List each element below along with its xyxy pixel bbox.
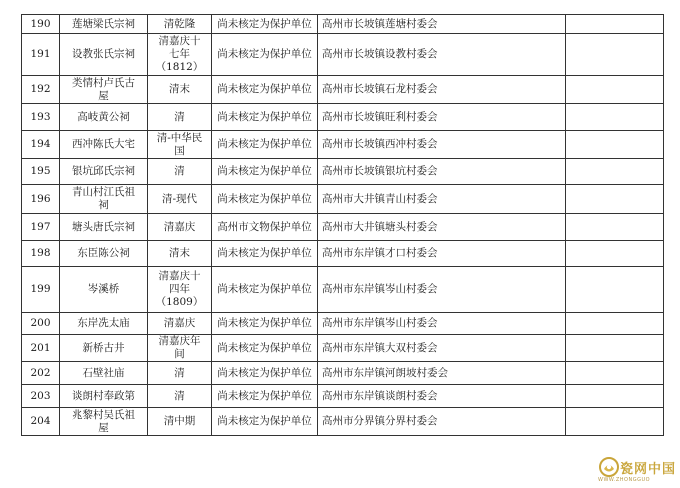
remarks-cell [566,159,664,185]
remarks-cell [566,185,664,214]
watermark [596,452,680,488]
row-number-cell: 203 [22,385,60,408]
site-name-cell: 类情村卢氏古 屋 [60,76,148,104]
row-number-cell: 193 [22,104,60,131]
site-name-cell: 西冲陈氏大宅 [60,131,148,159]
site-name-cell: 新桥古井 [60,335,148,362]
site-era-cell: 清 [148,104,212,131]
remarks-cell [566,34,664,76]
heritage-sites-table [21,14,664,436]
site-name-cell: 谈朗村奉政第 [60,385,148,408]
table-row [22,34,664,76]
site-name-cell: 岑溪桥 [60,267,148,313]
site-name-cell: 石壁社庙 [60,362,148,385]
owner-unit-cell: 高州市长坡镇旺利村委会 [318,104,566,131]
remarks-cell [566,15,664,34]
row-number-cell: 201 [22,335,60,362]
remarks-cell [566,385,664,408]
site-era-cell: 清末 [148,241,212,267]
remarks-cell [566,76,664,104]
owner-unit-cell: 高州市东岸镇河朗坡村委会 [318,362,566,385]
row-number-cell: 198 [22,241,60,267]
remarks-cell [566,267,664,313]
table-row [22,313,664,335]
table-row [22,241,664,267]
site-era-cell: 清嘉庆年 间 [148,335,212,362]
row-number-cell: 196 [22,185,60,214]
table-row [22,408,664,436]
remarks-cell [566,104,664,131]
row-number-cell: 194 [22,131,60,159]
protection-level-cell: 尚未核定为保护单位 [212,313,318,335]
owner-unit-cell: 高州市长坡镇莲塘村委会 [318,15,566,34]
protection-level-cell: 尚未核定为保护单位 [212,76,318,104]
row-number-cell: 192 [22,76,60,104]
table-row [22,185,664,214]
table-row [22,214,664,241]
owner-unit-cell: 高州市长坡镇石龙村委会 [318,76,566,104]
site-name-cell: 青山村江氏祖 祠 [60,185,148,214]
protection-level-cell: 尚未核定为保护单位 [212,15,318,34]
owner-unit-cell: 高州市长坡镇西冲村委会 [318,131,566,159]
owner-unit-cell: 高州市大井镇塘头村委会 [318,214,566,241]
site-name-cell: 银坑邱氏宗祠 [60,159,148,185]
watermark-logo-icon [598,456,620,478]
protection-level-cell: 高州市文物保护单位 [212,214,318,241]
owner-unit-cell: 高州市大井镇青山村委会 [318,185,566,214]
protection-level-cell: 尚未核定为保护单位 [212,241,318,267]
owner-unit-cell: 高州市长坡镇设教村委会 [318,34,566,76]
table-row [22,362,664,385]
site-era-cell: 清 [148,385,212,408]
table-row [22,385,664,408]
row-number-cell: 199 [22,267,60,313]
site-name-cell: 塘头唐氏宗祠 [60,214,148,241]
site-name-cell: 东臣陈公祠 [60,241,148,267]
site-era-cell: 清乾隆 [148,15,212,34]
owner-unit-cell: 高州市东岸镇岑山村委会 [318,267,566,313]
protection-level-cell: 尚未核定为保护单位 [212,104,318,131]
protection-level-cell: 尚未核定为保护单位 [212,131,318,159]
table-row [22,131,664,159]
site-name-cell: 高岐黄公祠 [60,104,148,131]
table-row [22,15,664,34]
remarks-cell [566,214,664,241]
protection-level-cell: 尚未核定为保护单位 [212,362,318,385]
row-number-cell: 200 [22,313,60,335]
protection-level-cell: 尚未核定为保护单位 [212,267,318,313]
owner-unit-cell: 高州市东岸镇谈朗村委会 [318,385,566,408]
owner-unit-cell: 高州市东岸镇大双村委会 [318,335,566,362]
table-row [22,76,664,104]
owner-unit-cell: 高州市东岸镇才口村委会 [318,241,566,267]
site-name-cell: 东岸冼太庙 [60,313,148,335]
site-era-cell: 清 [148,362,212,385]
protection-level-cell: 尚未核定为保护单位 [212,408,318,436]
remarks-cell [566,335,664,362]
table-row [22,104,664,131]
row-number-cell: 204 [22,408,60,436]
row-number-cell: 195 [22,159,60,185]
table-row [22,335,664,362]
remarks-cell [566,313,664,335]
remarks-cell [566,362,664,385]
site-name-cell: 莲塘梁氏宗祠 [60,15,148,34]
site-era-cell: 清中期 [148,408,212,436]
protection-level-cell: 尚未核定为保护单位 [212,34,318,76]
row-number-cell: 190 [22,15,60,34]
site-era-cell: 清嘉庆十 七年 （1812） [148,34,212,76]
protection-level-cell: 尚未核定为保护单位 [212,335,318,362]
site-name-cell: 兆黎村吴氏祖 屋 [60,408,148,436]
site-name-cell: 设教张氏宗祠 [60,34,148,76]
row-number-cell: 197 [22,214,60,241]
table-body [22,15,664,436]
row-number-cell: 202 [22,362,60,385]
site-era-cell: 清嘉庆 [148,313,212,335]
remarks-cell [566,131,664,159]
site-era-cell: 清嘉庆十 四年 （1809） [148,267,212,313]
watermark-text: 瓷网中国 [620,462,677,477]
table-row [22,159,664,185]
table-row [22,267,664,313]
owner-unit-cell: 高州市东岸镇岑山村委会 [318,313,566,335]
remarks-cell [566,241,664,267]
row-number-cell: 191 [22,34,60,76]
watermark-subtext: WWW.ZHONGGUO [598,477,651,483]
protection-level-cell: 尚未核定为保护单位 [212,185,318,214]
owner-unit-cell: 高州市长坡镇银坑村委会 [318,159,566,185]
site-era-cell: 清-中华民 国 [148,131,212,159]
protection-level-cell: 尚未核定为保护单位 [212,385,318,408]
site-era-cell: 清-现代 [148,185,212,214]
site-era-cell: 清 [148,159,212,185]
remarks-cell [566,408,664,436]
site-era-cell: 清末 [148,76,212,104]
site-era-cell: 清嘉庆 [148,214,212,241]
owner-unit-cell: 高州市分界镇分界村委会 [318,408,566,436]
protection-level-cell: 尚未核定为保护单位 [212,159,318,185]
